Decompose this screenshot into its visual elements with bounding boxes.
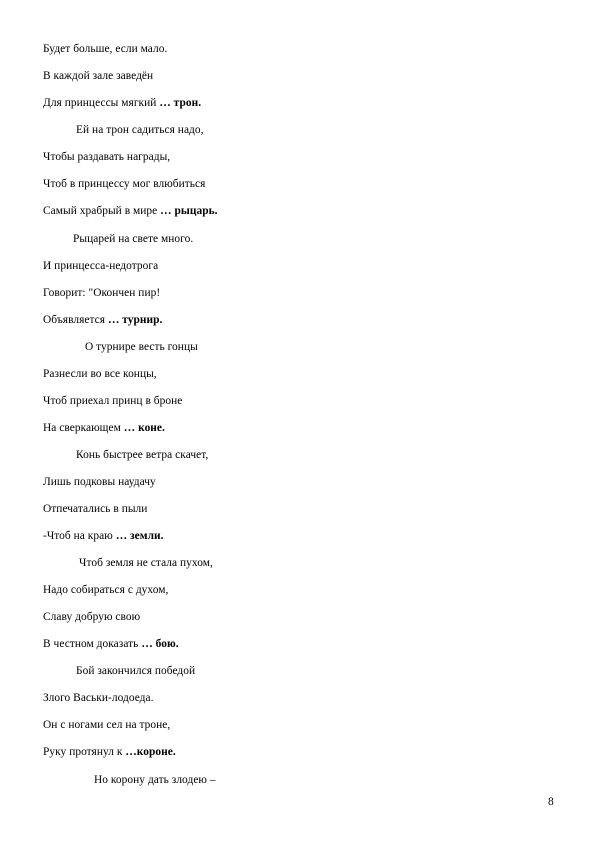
poem-line: Славу добрую свою — [43, 611, 141, 623]
poem-line: Он с ногами сел на троне, — [43, 719, 171, 731]
poem-line: Чтобы раздавать награды, — [43, 151, 171, 163]
poem-line: Чтоб в принцессу мог влюбиться — [43, 178, 206, 190]
poem-line: Самый храбрый в мире … рыцарь. — [43, 205, 218, 217]
poem-line: Лишь подковы наудачу — [43, 476, 156, 488]
poem-line: Но корону дать злодею – — [94, 774, 216, 786]
poem-line: Руку протянул к …короне. — [43, 746, 176, 758]
poem-line: Рыцарей на свете много. — [73, 233, 194, 245]
poem-line: Разнесли во все концы, — [43, 368, 157, 380]
poem-line: На сверкающем … коне. — [43, 422, 165, 434]
poem-line: В каждой зале заведён — [43, 70, 154, 82]
poem-line: Чтоб приехал принц в броне — [43, 395, 183, 407]
poem-line: Говорит: "Окончен пир! — [43, 287, 161, 299]
poem-line: О турнире весть гонцы — [85, 341, 198, 353]
poem-line: Бой закончился победой — [76, 665, 196, 677]
poem-line: Чтоб земля не стала пухом, — [79, 557, 213, 569]
poem-line: Надо собираться с духом, — [43, 584, 169, 596]
poem-line: Ей на трон садиться надо, — [76, 124, 204, 136]
poem-line: Отпечатались в пыли — [43, 503, 148, 515]
poem-line: Будет больше, если мало. — [43, 43, 168, 55]
poem-line: Злого Васьки-лодоеда. — [43, 692, 154, 704]
poem-line: И принцесса-недотрога — [43, 260, 159, 272]
page-number: 8 — [548, 796, 554, 808]
poem-line: -Чтоб на краю … земли. — [43, 530, 164, 542]
poem-line: Для принцессы мягкий … трон. — [43, 97, 202, 109]
poem-line: В честном доказать … бою. — [43, 638, 179, 650]
poem-line: Объявляется … турнир. — [43, 314, 163, 326]
poem-line: Конь быстрее ветра скачет, — [76, 449, 209, 461]
